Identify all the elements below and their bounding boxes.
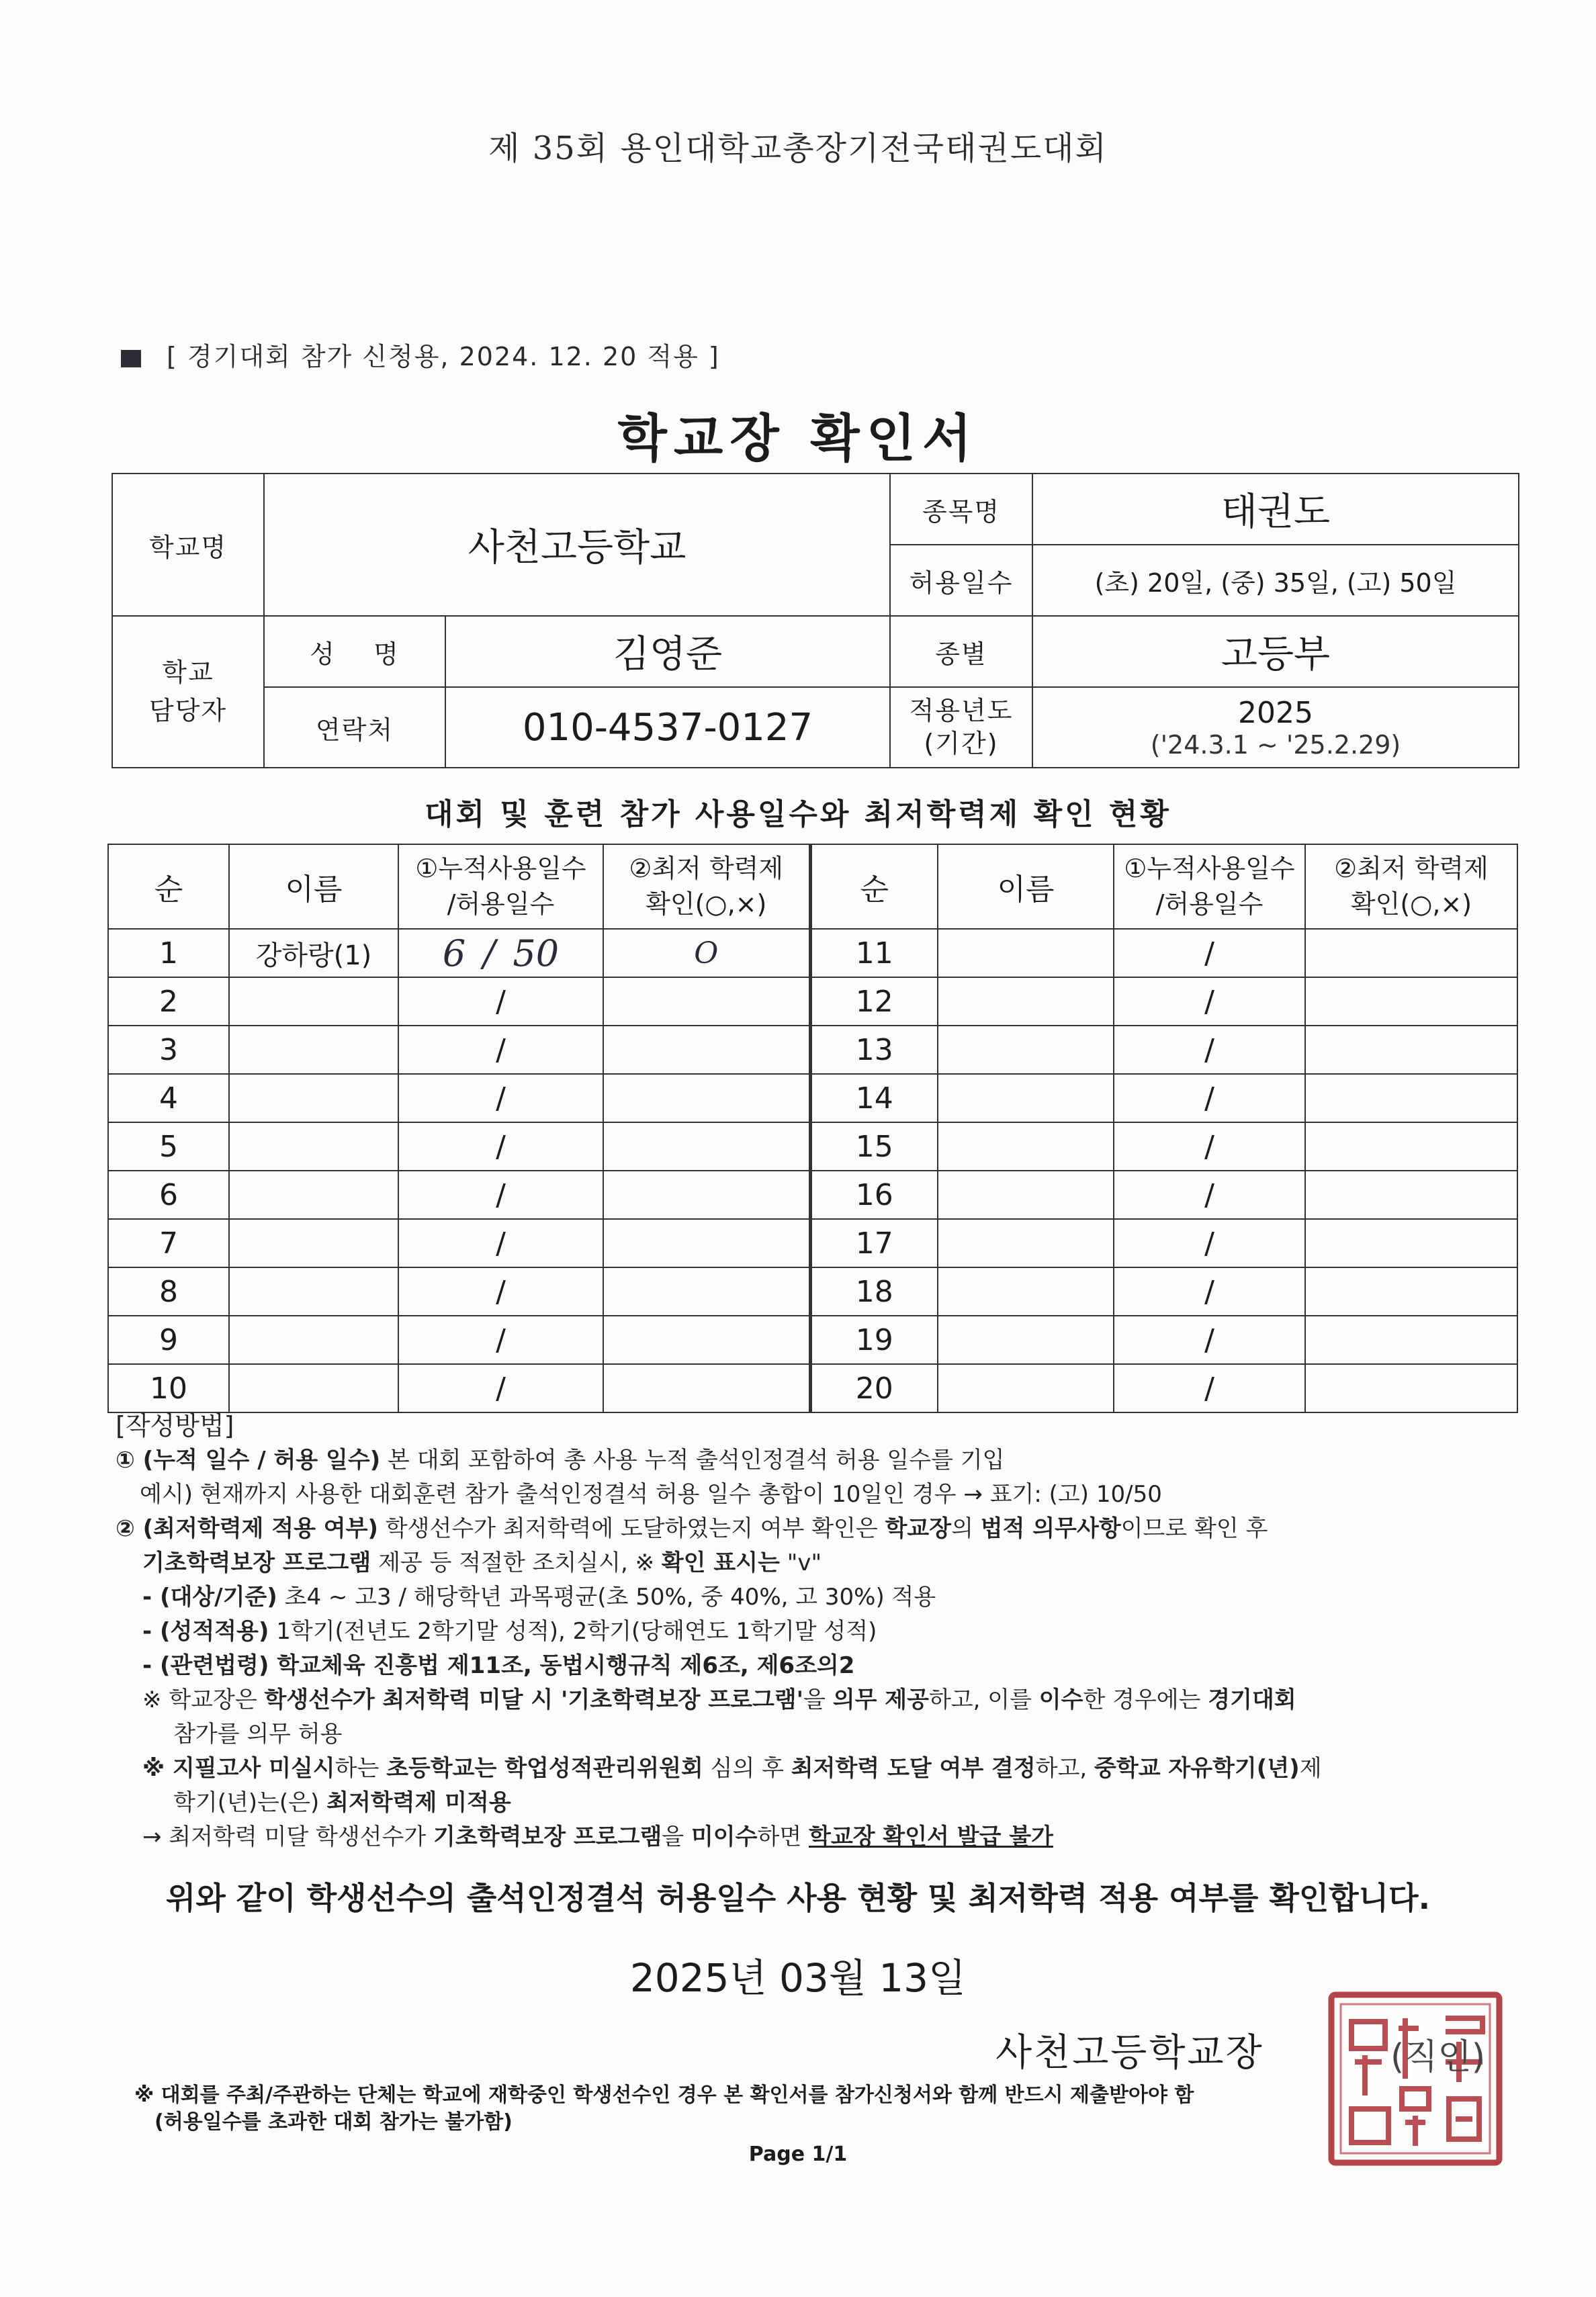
- row-name: [938, 1026, 1114, 1074]
- row-name: [938, 1267, 1114, 1316]
- col-name-header: 이름: [229, 844, 398, 929]
- guide-line-2: 예시) 현재까지 사용한 대회훈련 참가 출석인정결석 허용 일수 총합이 10일인 경우 → 표기: (고) 10/50: [140, 1481, 1162, 1508]
- col-check-header: ②최저 학력제 확인(○,×): [603, 844, 810, 929]
- row-name: [229, 1364, 398, 1412]
- notice-text: [ 경기대회 참가 신청용, 2024. 12. 20 적용 ]: [167, 342, 720, 371]
- guide-line-6-bold: - (성적적용): [142, 1618, 269, 1645]
- table-row: [108, 929, 1517, 977]
- row-no: 14: [810, 1074, 938, 1122]
- guide-line-12-d: 미이수: [691, 1823, 758, 1850]
- row-no: 10: [108, 1364, 229, 1412]
- guide-heading: [작성방법]: [116, 1411, 234, 1441]
- row-no: 9: [108, 1316, 229, 1364]
- row-no: 18: [810, 1267, 938, 1316]
- col-name-header-right: 이름: [938, 844, 1114, 929]
- allowed-days-value: (초) 20일, (중) 35일, (고) 50일: [1032, 545, 1519, 616]
- row-name: [229, 1074, 398, 1122]
- year-cell: [1032, 687, 1519, 768]
- row-name: [938, 1171, 1114, 1219]
- row-name: [229, 1171, 398, 1219]
- guide-line-12-b: 기초학력보장 프로그램: [433, 1823, 662, 1850]
- guide-line-10-f: 하고,: [1035, 1755, 1095, 1782]
- guide-line-3-end: 이므로 확인 후: [1120, 1515, 1268, 1542]
- row-check: [1305, 1122, 1517, 1171]
- guide-line-8-h: 한 경우에는: [1083, 1686, 1208, 1713]
- guide-line-5: [116, 1580, 1513, 1615]
- row-check: [603, 1074, 810, 1122]
- guide-line-8-c: 학생선수가 최저학력 미달 시 '기초학력보장 프로그램': [264, 1686, 804, 1713]
- row-name: [938, 929, 1114, 977]
- row-days: /: [1114, 1074, 1305, 1122]
- row-no: 6: [108, 1171, 229, 1219]
- row-no: 1: [108, 929, 229, 977]
- signer-name: 사천고등학교장: [995, 2031, 1264, 2075]
- issue-date: 2025년 03월 13일: [629, 1955, 967, 2001]
- guide-line-12-e: 하면: [757, 1823, 809, 1850]
- row-no: 3: [108, 1026, 229, 1074]
- guide-line-12-f: 학교장 확인서 발급 불가: [809, 1823, 1053, 1850]
- row-check: [603, 1219, 810, 1267]
- guide-line-6-text: 1학기(전년도 2학기말 성적), 2학기(당해연도 1학기말 성적): [269, 1618, 877, 1645]
- guide-line-10-c: 초등학교는 학업성적관리위원회: [386, 1755, 703, 1782]
- col-no-header-right: 순: [810, 844, 938, 929]
- row-days: /: [398, 1026, 603, 1074]
- guide-line-10-b: 하는: [335, 1755, 387, 1782]
- row-check: [1305, 977, 1517, 1026]
- col-no-header: 순: [108, 844, 229, 929]
- row-check: [1305, 1364, 1517, 1412]
- row-days: /: [1114, 1122, 1305, 1171]
- table-row: [108, 1267, 1517, 1316]
- row-name: [938, 1364, 1114, 1412]
- row-no: 2: [108, 977, 229, 1026]
- division-label: 종별: [890, 616, 1032, 687]
- footer-note: [134, 2082, 1194, 2136]
- row-days: /: [1114, 1267, 1305, 1316]
- used-days: 6: [442, 932, 466, 975]
- table-row: [108, 1074, 1517, 1122]
- section-title: 대회 및 훈련 참가 사용일수와 최저학력제 확인 현황: [425, 797, 1171, 831]
- row-check: [1305, 1026, 1517, 1074]
- guide-line-1: [116, 1443, 1513, 1478]
- row-check: [603, 1122, 810, 1171]
- row-no: 11: [810, 929, 938, 977]
- page-label: Page 1/1: [748, 2143, 848, 2166]
- row-name: [938, 1122, 1114, 1171]
- table-row: [108, 977, 1517, 1026]
- document-title: 학교장 확인서: [617, 408, 979, 468]
- guide-line-4-bold2: 확인 표시는: [661, 1549, 780, 1576]
- guide-line-3: [116, 1512, 1513, 1546]
- row-check: [1305, 1171, 1517, 1219]
- row-name: 강하랑(1): [229, 929, 398, 977]
- school-info-table: [112, 473, 1519, 768]
- row-check: [1305, 1219, 1517, 1267]
- guide-line-5-text: 초4 ~ 고3 / 해당학년 과목평균(초 50%, 중 40%, 고 30%) 적용: [277, 1584, 936, 1611]
- guide-line-5-bold: - (대상/기준): [142, 1584, 277, 1611]
- event-title: 제 35회 용인대학교총장기전국태권도대회: [488, 130, 1108, 167]
- guide-line-8-d: 을: [803, 1686, 833, 1713]
- row-no: 5: [108, 1122, 229, 1171]
- allowed-days-label: 허용일수: [890, 545, 1032, 616]
- guide-line-10: [116, 1752, 1513, 1786]
- guide-line-8-i: 경기대회: [1208, 1686, 1296, 1713]
- row-check: [603, 1364, 810, 1412]
- row-no: 15: [810, 1122, 938, 1171]
- guide-line-11-a: 학기(년)는(은): [173, 1789, 327, 1816]
- guide-line-8-b: 은: [234, 1686, 265, 1713]
- row-no: 4: [108, 1074, 229, 1122]
- col-check-header-right: ②최저 학력제 확인(○,×): [1305, 844, 1517, 929]
- guide-line-8: [116, 1683, 1513, 1717]
- guide-line-3-bold3: 법적 의무사항: [980, 1515, 1121, 1542]
- guide-line-12-c: 을: [662, 1823, 691, 1850]
- row-days: /: [398, 1171, 603, 1219]
- year-value: 2025: [1238, 695, 1313, 730]
- row-check: [603, 977, 810, 1026]
- guide-line-3-text2: 의: [951, 1515, 981, 1542]
- guide-line-12: [116, 1820, 1513, 1854]
- row-days: /: [398, 1122, 603, 1171]
- row-days: /: [1114, 1219, 1305, 1267]
- row-days: /: [398, 1267, 603, 1316]
- row-name: [229, 1122, 398, 1171]
- guide-line-4: [116, 1546, 1513, 1580]
- manager-label: 학교 담당자: [112, 616, 264, 768]
- division-value: 고등부: [1032, 616, 1519, 687]
- footer-line-1: ※ 대회를 주최/주관하는 단체는 학교에 재학중인 학생선수인 경우 본 확인서를 참가신청서와 함께 반드시 제출받아야 함: [134, 2083, 1194, 2107]
- attendance-table: [107, 844, 1518, 1413]
- guide-line-8-a: ※ 학교장: [142, 1686, 235, 1713]
- row-days: /: [1114, 1171, 1305, 1219]
- row-days: /: [398, 1074, 603, 1122]
- guide-line-9: 참가를 의무 허용: [173, 1721, 343, 1748]
- col-days-header: ①누적사용일수 /허용일수: [398, 844, 603, 929]
- guide-line-6: [116, 1615, 1513, 1649]
- row-name: [938, 977, 1114, 1026]
- row-days: /: [1114, 929, 1305, 977]
- row-name: [229, 1267, 398, 1316]
- school-name-value: 사천고등학교: [264, 474, 890, 616]
- year-label: 적용년도 (기간): [890, 687, 1032, 768]
- guide-line-3-bold: ② (최저학력제 적용 여부): [116, 1515, 378, 1542]
- row-check: [1305, 929, 1517, 977]
- guide-line-3-text: 학생선수가 최저학력에 도달하였는지 여부 확인은: [378, 1515, 885, 1542]
- guide-line-1-bold: ① (누적 일수 / 허용 일수): [116, 1447, 381, 1474]
- notice-line: [121, 336, 720, 373]
- slash: /: [483, 932, 496, 975]
- row-name: [938, 1074, 1114, 1122]
- row-no: 13: [810, 1026, 938, 1074]
- row-name: [229, 1026, 398, 1074]
- row-check: O: [603, 929, 810, 977]
- row-days: /: [1114, 1364, 1305, 1412]
- guide-line-7: - (관련법령) 학교체육 진흥법 제11조, 동법시행규칙 제6조, 제6조의2: [142, 1652, 855, 1679]
- guide-line-10-a: ※ 지필고사 미실시: [142, 1755, 335, 1782]
- writing-guide: [116, 1409, 1513, 1854]
- guide-line-10-e: 최저학력 도달 여부 결정: [791, 1755, 1036, 1782]
- contact-label: 연락처: [264, 687, 445, 768]
- guide-line-8-f: 하고, 이를: [928, 1686, 1039, 1713]
- row-name: [229, 1316, 398, 1364]
- row-check: [1305, 1074, 1517, 1122]
- confirmation-statement: 위와 같이 학생선수의 출석인정결석 허용일수 사용 현황 및 최저학력 적용 여부를 확인합니다.: [165, 1880, 1431, 1916]
- row-days: /: [398, 977, 603, 1026]
- manager-name-value: 김영준: [445, 616, 890, 687]
- table-row: [108, 1364, 1517, 1412]
- table-row: [108, 1026, 1517, 1074]
- guide-line-4-bold: 기초학력보장 프로그램: [142, 1549, 371, 1576]
- row-no: 7: [108, 1219, 229, 1267]
- row-no: 16: [810, 1171, 938, 1219]
- guide-line-11-b: 최저학력제 미적용: [326, 1789, 511, 1816]
- row-no: 12: [810, 977, 938, 1026]
- row-no: 19: [810, 1316, 938, 1364]
- row-no: 17: [810, 1219, 938, 1267]
- guide-line-1-text: 본 대회 포함하여 총 사용 누적 출석인정결석 허용 일수를 기입: [380, 1447, 1005, 1474]
- sport-value: 태권도: [1032, 474, 1519, 545]
- guide-line-4-text: 제공 등 적절한 조치실시, ※: [371, 1549, 662, 1576]
- row-days: /: [398, 1316, 603, 1364]
- guide-line-10-h: 제: [1299, 1755, 1322, 1782]
- row-no: 20: [810, 1364, 938, 1412]
- bullet-square-icon: [121, 350, 141, 367]
- guide-line-8-g: 이수: [1038, 1686, 1083, 1713]
- row-no: 8: [108, 1267, 229, 1316]
- row-check: [1305, 1316, 1517, 1364]
- row-name: [938, 1219, 1114, 1267]
- guide-line-10-d: 심의 후: [703, 1755, 791, 1782]
- guide-line-10-g: 중학교 자유학기(년): [1094, 1755, 1300, 1782]
- seal-label: (직인): [1390, 2037, 1486, 2077]
- row-days: /: [1114, 1026, 1305, 1074]
- sport-label: 종목명: [890, 474, 1032, 545]
- table-row: [108, 1122, 1517, 1171]
- col-days-header-right: ①누적사용일수 /허용일수: [1114, 844, 1305, 929]
- name-label: 성 명: [264, 616, 445, 687]
- row-days: [398, 929, 603, 977]
- allowed-days: 50: [513, 932, 560, 975]
- footer-line-2: (허용일수를 초과한 대회 참가는 불가함): [154, 2110, 513, 2134]
- guide-line-8-e: 의무 제공: [832, 1686, 929, 1713]
- school-name-label: 학교명: [112, 474, 264, 616]
- guide-line-4-end: "v": [779, 1549, 822, 1576]
- guide-line-12-a: → 최저학력 미달 학생선수가: [142, 1823, 434, 1850]
- row-days: /: [1114, 1316, 1305, 1364]
- table-row: [108, 1171, 1517, 1219]
- guide-line-11: [116, 1786, 1513, 1820]
- row-name: [938, 1316, 1114, 1364]
- table-row: [108, 1219, 1517, 1267]
- row-check: [603, 1171, 810, 1219]
- row-days: /: [398, 1364, 603, 1412]
- row-name: [229, 1219, 398, 1267]
- row-check: [603, 1267, 810, 1316]
- contact-value: 010-4537-0127: [445, 687, 890, 768]
- guide-line-3-bold2: 학교장: [885, 1515, 952, 1542]
- row-days: /: [398, 1219, 603, 1267]
- row-days: /: [1114, 977, 1305, 1026]
- period-value: ('24.3.1 ~ '25.2.29): [1150, 729, 1401, 760]
- row-check: [603, 1026, 810, 1074]
- row-name: [229, 977, 398, 1026]
- row-check: [1305, 1267, 1517, 1316]
- row-check: [603, 1316, 810, 1364]
- table-row: [108, 1316, 1517, 1364]
- table-header-row: [108, 844, 1517, 929]
